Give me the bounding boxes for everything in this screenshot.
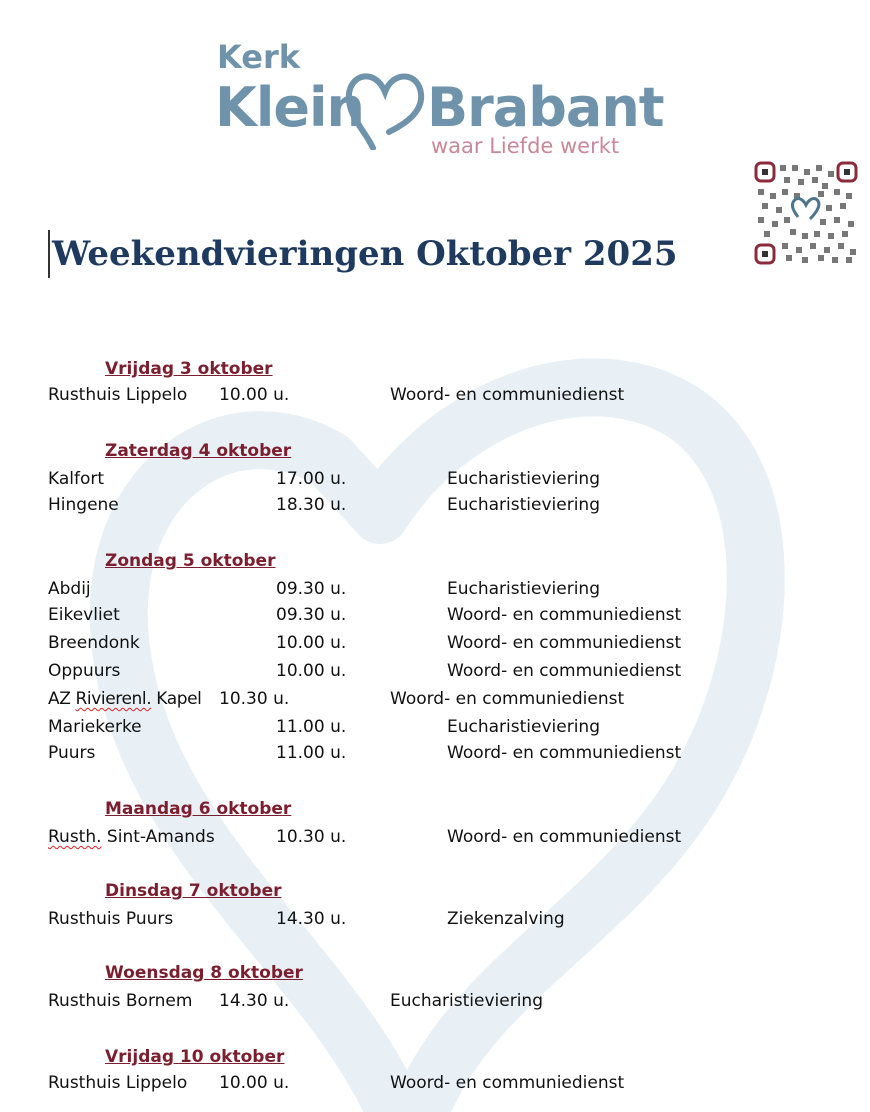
place-cell: Rusthuis Bornem: [48, 991, 193, 1011]
service-cell: Eucharistieviering: [447, 495, 600, 515]
time-cell: 11.00 u.: [276, 717, 347, 737]
day-heading: Zaterdag 4 oktober: [105, 441, 292, 461]
place-cell: Rusthuis Puurs: [48, 909, 174, 929]
page-title: Weekendvieringen Oktober 2025: [48, 230, 678, 278]
place-cell: Rusthuis Lippelo: [48, 1073, 188, 1093]
place-cell: Breendonk: [48, 633, 140, 653]
place-cell: Rusthuis Lippelo: [48, 385, 188, 405]
time-cell: 09.30 u.: [276, 579, 347, 599]
place-part: Kapel: [151, 689, 202, 709]
service-cell: Woord- en communiedienst: [390, 385, 625, 405]
place-part: AZ: [48, 689, 76, 709]
place-cell: Abdij: [48, 579, 91, 599]
place-cell: Eikevliet: [48, 605, 120, 625]
kerk-klein-brabant-logo: [215, 38, 664, 168]
service-cell: Woord- en communiedienst: [390, 689, 625, 709]
service-cell: Eucharistieviering: [390, 991, 543, 1011]
qr-code-icon: [754, 161, 858, 265]
day-heading: Dinsdag 7 oktober: [105, 881, 282, 901]
time-cell: 10.00 u.: [219, 385, 290, 405]
time-cell: 10.30 u.: [276, 827, 347, 847]
time-cell: 10.00 u.: [276, 661, 347, 681]
logo-klein-text: Klein: [215, 76, 364, 139]
day-heading: Vrijdag 3 oktober: [105, 359, 273, 379]
service-cell: Woord- en communiedienst: [390, 1073, 625, 1093]
service-cell: Eucharistieviering: [447, 717, 600, 737]
service-cell: Woord- en communiedienst: [447, 605, 682, 625]
time-cell: 14.30 u.: [276, 909, 347, 929]
logo-brabant-text: Brabant: [427, 76, 664, 139]
logo-heart-icon: [343, 68, 427, 150]
time-cell: 10.30 u.: [219, 689, 290, 709]
spellcheck-flagged-word: Rivierenl.: [75, 689, 152, 709]
day-heading: Zondag 5 oktober: [105, 551, 276, 571]
service-cell: Woord- en communiedienst: [447, 743, 682, 763]
time-cell: 10.00 u.: [276, 633, 347, 653]
day-heading: Woensdag 8 oktober: [105, 963, 303, 983]
service-cell: Ziekenzalving: [447, 909, 565, 929]
logo-tagline: waar Liefde werkt: [431, 134, 620, 158]
time-cell: 17.00 u.: [276, 469, 347, 489]
place-cell: Oppuurs: [48, 661, 121, 681]
time-cell: 18.30 u.: [276, 495, 347, 515]
day-heading: Vrijdag 10 oktober: [105, 1047, 285, 1067]
place-cell: [48, 827, 215, 847]
time-cell: 10.00 u.: [219, 1073, 290, 1093]
time-cell: 14.30 u.: [219, 991, 290, 1011]
place-part: Sint-Amands: [101, 827, 215, 847]
service-cell: Eucharistieviering: [447, 579, 600, 599]
spellcheck-flagged-word: Rusth.: [48, 827, 102, 847]
place-cell: Mariekerke: [48, 717, 142, 737]
logo-kerk-text: Kerk: [217, 38, 300, 76]
service-cell: Eucharistieviering: [447, 469, 600, 489]
day-heading: Maandag 6 oktober: [105, 799, 292, 819]
place-cell: Kalfort: [48, 469, 105, 489]
place-cell: Puurs: [48, 743, 96, 763]
service-cell: Woord- en communiedienst: [447, 633, 682, 653]
service-cell: Woord- en communiedienst: [447, 827, 682, 847]
service-cell: Woord- en communiedienst: [447, 661, 682, 681]
place-cell: Hingene: [48, 495, 119, 515]
time-cell: 11.00 u.: [276, 743, 347, 763]
place-cell: [48, 689, 202, 709]
time-cell: 09.30 u.: [276, 605, 347, 625]
